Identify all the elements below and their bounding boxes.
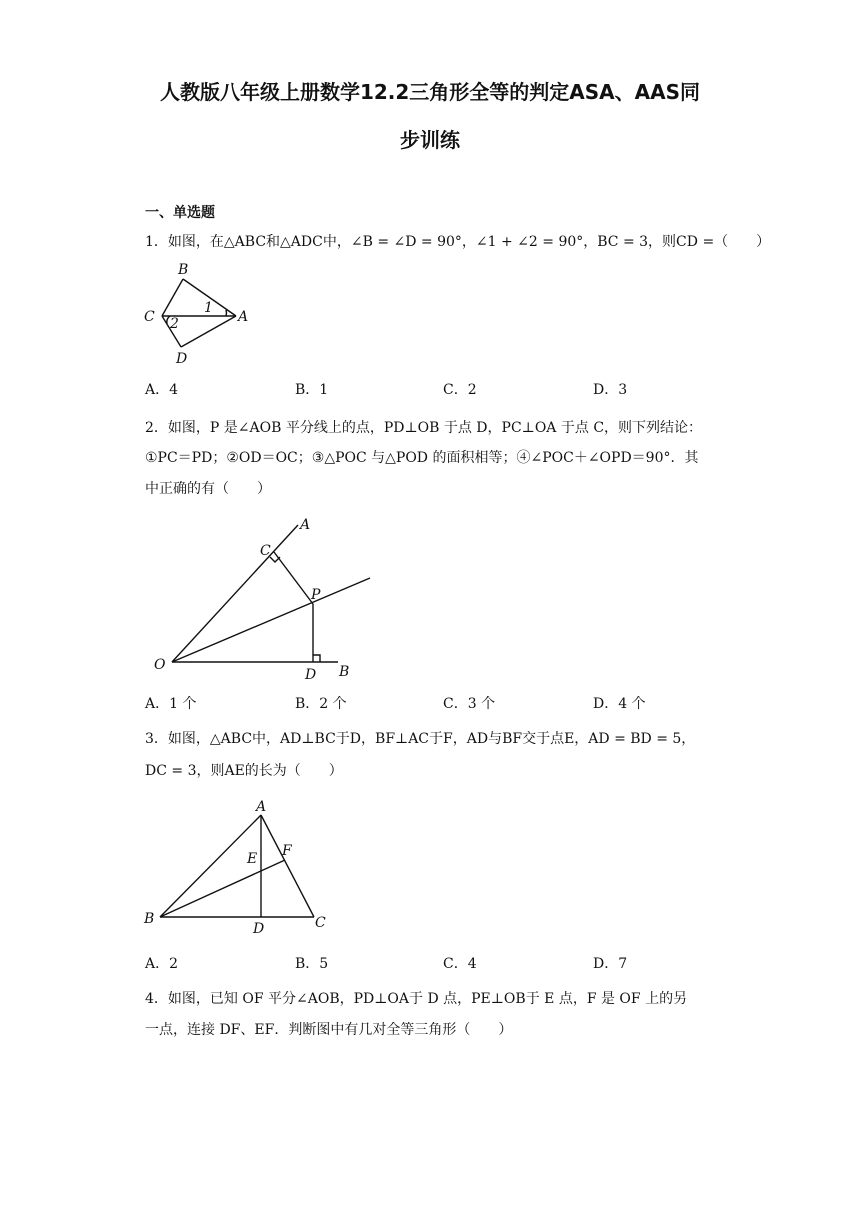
q1-label-D: D xyxy=(176,351,188,367)
q2-option-d[interactable]: D．4 个 xyxy=(593,696,646,712)
q1-option-c[interactable]: C．2 xyxy=(443,382,477,398)
q4-text-line-2: 一点，连接 DF、EF．判断图中有几对全等三角形（ ） xyxy=(145,1022,513,1038)
q1-label-C: C xyxy=(144,309,155,325)
q3-figure xyxy=(140,795,340,945)
q3-label-C: C xyxy=(315,915,326,931)
q1-option-d[interactable]: D．3 xyxy=(593,382,628,398)
q3-label-E: E xyxy=(247,851,258,867)
q2-label-B: B xyxy=(339,664,350,680)
q2-label-D: D xyxy=(305,667,317,683)
q2-label-O: O xyxy=(154,657,166,673)
q2-label-A: A xyxy=(300,517,311,533)
q1-option-a[interactable]: A．4 xyxy=(145,382,179,398)
q1-option-b[interactable]: B．1 xyxy=(295,382,329,398)
q2-label-P: P xyxy=(311,587,321,603)
q3-label-B: B xyxy=(144,911,155,927)
q3-option-a[interactable]: A．2 xyxy=(145,956,179,972)
q2-label-C: C xyxy=(260,543,271,559)
q3-label-D: D xyxy=(253,921,265,937)
q3-text-line-1: 3．如图，△ABC中，AD⊥BC于D，BF⊥AC于F，AD与BF交于点E，AD = BD = 5， xyxy=(145,731,696,747)
q2-option-b[interactable]: B．2 个 xyxy=(295,696,347,712)
page-title-line-1: 人教版八年级上册数学12.2三角形全等的判定ASA、AAS同 xyxy=(159,80,701,104)
section-heading: 一、单选题 xyxy=(145,205,215,221)
q3-label-A: A xyxy=(256,799,267,815)
q1-figure xyxy=(140,258,260,368)
q2-text-line-3: 中正确的有（ ） xyxy=(145,481,271,497)
q3-option-c[interactable]: C．4 xyxy=(443,956,477,972)
q2-option-c[interactable]: C．3 个 xyxy=(443,696,496,712)
q4-text-line-1: 4．如图，已知 OF 平分∠AOB，PD⊥OA于 D 点，PE⊥OB于 E 点，F 是 OF 上的另 xyxy=(145,991,688,1007)
q3-label-F: F xyxy=(282,843,292,859)
q3-option-b[interactable]: B．5 xyxy=(295,956,329,972)
q3-option-d[interactable]: D．7 xyxy=(593,956,628,972)
q1-label-2: 2 xyxy=(170,316,179,332)
page-title-line-2: 步训练 xyxy=(400,128,460,152)
q1-label-1: 1 xyxy=(204,300,213,316)
q3-text-line-2: DC = 3，则AE的长为（ ） xyxy=(145,763,343,779)
q1-label-A: A xyxy=(238,309,249,325)
q2-figure xyxy=(150,515,390,685)
q2-option-a[interactable]: A．1 个 xyxy=(145,696,197,712)
q2-text-line-1: 2．如图，P 是∠AOB 平分线上的点，PD⊥OB 于点 D，PC⊥OA 于点 C，则下列结论： xyxy=(145,420,703,436)
q2-text-line-2: ①PC＝PD；②OD＝OC；③△POC 与△POD 的面积相等；④∠POC＋∠OPD＝90°．其 xyxy=(145,450,699,466)
q1-label-B: B xyxy=(178,262,189,278)
q1-text: 1．如图，在△ABC和△ADC中，∠B = ∠D = 90°，∠1 + ∠2 = 90°，BC = 3，则CD =（ ） xyxy=(145,234,771,250)
